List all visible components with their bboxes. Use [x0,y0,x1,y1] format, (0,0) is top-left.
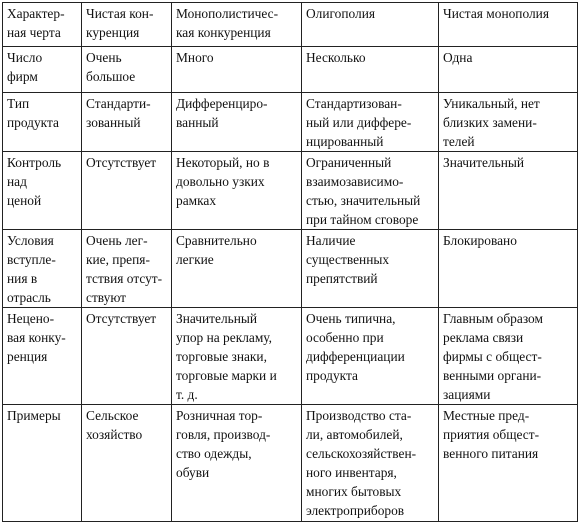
perfect-competition-cell: Отсутствует [82,152,172,230]
oligopoly-cell: Наличие существенных препятствий [302,230,439,308]
perfect-competition-cell: Очень большое [82,47,172,93]
perfect-competition-cell: Очень лег- кие, препя- тствия отсут- ствуют [82,230,172,308]
perfect-competition-cell: Стандарти- зованный [82,93,172,152]
header-cell-pure-monopoly: Чистая монополия [439,3,578,47]
market-structures-table [2,2,578,522]
row-label-cell: Контроль над ценой [3,152,82,230]
row-label-cell: Число фирм [3,47,82,93]
pure-monopoly-cell: Одна [439,47,578,93]
pure-monopoly-cell: Главным образом реклама связи фирмы с общест- венными органи- зациями [439,308,578,405]
perfect-competition-cell: Отсутствует [82,308,172,405]
monopolistic-competition-cell: Сравнительно легкие [172,230,302,308]
table-row [3,47,578,93]
monopolistic-competition-cell: Дифференциро- ванный [172,93,302,152]
header-cell-oligopoly: Олигополия [302,3,439,47]
table-row [3,308,578,405]
oligopoly-cell: Очень типична, особенно при дифференциации продукта [302,308,439,405]
monopolistic-competition-cell: Много [172,47,302,93]
oligopoly-cell: Производство ста- ли, автомобилей, сельскохозяйствен- ного инвентаря, многих бытовых электроприборов [302,405,439,522]
table-row [3,93,578,152]
document-page [2,2,577,518]
row-label-cell: Примеры [3,405,82,522]
oligopoly-cell: Ограниченный взаимозависимо- стью, значительный при тайном сговоре [302,152,439,230]
perfect-competition-cell: Сельское хозяйство [82,405,172,522]
monopolistic-competition-cell: Некоторый, но в довольно узких рамках [172,152,302,230]
row-label-cell: Нецено- вая конку- ренция [3,308,82,405]
pure-monopoly-cell: Местные пред- приятия общест- венного питания [439,405,578,522]
table-header-row [3,3,578,47]
header-cell-monopolistic-competition: Монополистичес- кая конкуренция [172,3,302,47]
oligopoly-cell: Стандартизован- ный или диффере- нцированный [302,93,439,152]
monopolistic-competition-cell: Розничная тор- говля, производ- ство одежды, обуви [172,405,302,522]
pure-monopoly-cell: Значительный [439,152,578,230]
table-row [3,230,578,308]
pure-monopoly-cell: Блокировано [439,230,578,308]
monopolistic-competition-cell: Значительный упор на рекламу, торговые знаки, торговые марки и т. д. [172,308,302,405]
oligopoly-cell: Несколько [302,47,439,93]
table-row [3,405,578,522]
table-row [3,152,578,230]
row-label-cell: Условия вступле- ния в отрасль [3,230,82,308]
row-label-cell: Тип продукта [3,93,82,152]
pure-monopoly-cell: Уникальный, нет близких замени- телей [439,93,578,152]
header-cell-feature: Характер- ная черта [3,3,82,47]
header-cell-perfect-competition: Чистая кон- куренция [82,3,172,47]
